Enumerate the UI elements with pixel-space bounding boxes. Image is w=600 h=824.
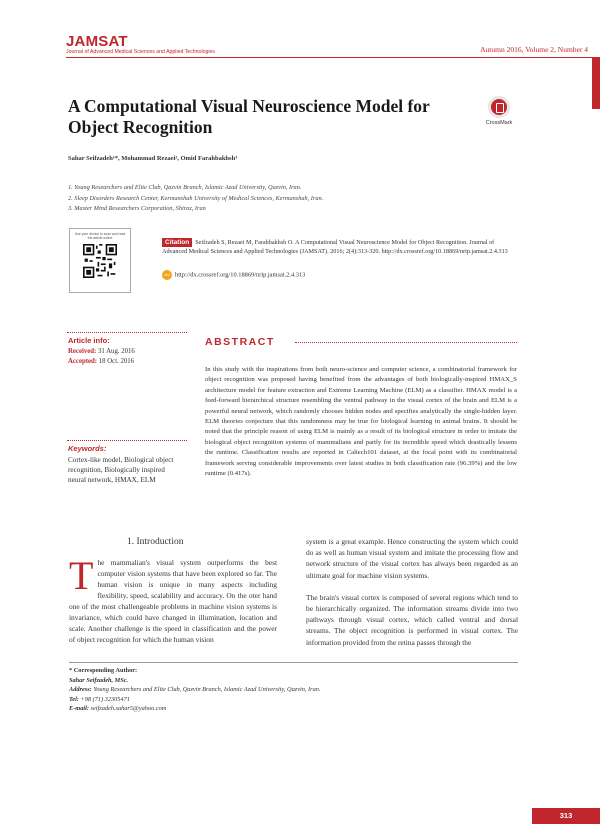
intro-right-paragraph-2: The brain's visual cortex is composed of several regions which tend to be hierarchically organized. The information streams divide into two pathways through visual cortex, which called ventral and dorsal streams. The object recognition is performed in visual cortex. The information provided from the retina passes through the xyxy=(306,592,518,647)
affiliations xyxy=(68,183,323,215)
intro-left-text: he mammalian's visual system outperforms the best computer vision systems that have been explored so far. The human vision is unique in many aspects including flexibility, speed, scalability and accuracy. On the oter hand one of the most challengeable problems in machine vision systems is invariance, which could have changed in illumination, location and scale. Another challenge is the speed in classification and the power of object recognition for which the human vision xyxy=(69,558,277,644)
doi-line xyxy=(162,270,305,280)
issue-label: Autumn 2016, Volume 2, Number 4 xyxy=(480,45,588,54)
issue-tab xyxy=(428,44,600,57)
footnote-email-label: E-mail: xyxy=(69,705,89,713)
article-info xyxy=(68,336,178,367)
accepted-date: 18 Oct. 2016 xyxy=(98,358,135,365)
footnote-heading: * Corresponding Author: xyxy=(69,667,138,674)
footnote-rule xyxy=(69,662,518,663)
qr-box xyxy=(69,228,131,293)
footnote-name: Sahar Seifzadeh, MSc. xyxy=(69,676,129,684)
footnote-address-label: Address: xyxy=(69,686,92,694)
doi-link[interactable]: http://dx.crossref.org/10.18869/nrip.jamsat.2.4.313 xyxy=(175,271,306,279)
article-info-divider xyxy=(67,332,187,333)
page-number: 313 xyxy=(532,808,600,824)
section-heading-introduction: 1. Introduction xyxy=(127,537,184,547)
accepted-row xyxy=(68,357,178,367)
intro-right-paragraph-1: system is a great example. Hence constructing the system which could do as well as human visual system and imitate the processing flow and network structure of the visual cortex has always been regarded as an ultimate goal for machine vision systems. xyxy=(306,537,518,580)
qr-caption: Use your device to scan and read the article online xyxy=(74,232,126,241)
received-date: 31 Aug. 2016 xyxy=(98,348,135,355)
received-row xyxy=(68,347,178,357)
footnote-tel-label: Tel: xyxy=(69,695,79,703)
citation-block xyxy=(162,238,517,256)
footnote-name-row xyxy=(69,676,320,686)
affiliation-2: 2. Sleep Disorders Research Center, Kermanshah University of Medical Sciences, Kermanshah, Iran. xyxy=(68,194,324,202)
footnote-address: Young Researchers and Elite Club, Qazvin Branch, Islamic Azad University, Qazvin, Iran. xyxy=(93,686,321,694)
crossmark-icon xyxy=(488,96,510,118)
article-info-label: Article info: xyxy=(68,336,110,345)
affiliation-1: 1. Young Researchers and Elite Club, Qazvin Branch, Islamic Azad University, Qazvin, Iran. xyxy=(68,184,302,191)
author-list: Sahar Seifzadeh¹*, Mohammad Rezaei², Omid Farahbakhsh³ xyxy=(68,155,238,162)
journal-full-name: Journal of Advanced Medical Sciences and Applied Technologies xyxy=(66,49,215,55)
journal-name: JAMSAT xyxy=(66,33,128,50)
crossmark-badge[interactable] xyxy=(481,96,517,126)
abstract-text: In this study with the inspirations from both neuro-science and computer science, a combinatorial framework for object recognition was proposed having benefited from the advantages of both biologically-inspired HMAX_S architecture model for feature extraction and Extreme Learning Machine (ELM) as a classifier. HMAX model is a feed-forward hierarchical structure resembling the ventral pathway in the visual cortex of the brain and ELM is a powerful neural network, which randomly chooses hidden nodes and specifies analytically the single-hidden layer. ELM theories conjecture that this randomness may be true for biological learning in animal brains. It should be noted that the principle reason of using ELM is mainly as a result of its biological structure in order to imitate the biological object recognition systems of mammalians and partly for its incredible speed which drastically lessens the runtime. Classification results are reported in Caltech101 dataset, at the focal point with its combinatorial framework serving considerable improvements over latest studies in both classification rate (96.39%) and the low runtime (0.417s). xyxy=(205,366,517,478)
abstract-rule xyxy=(295,342,517,343)
keywords xyxy=(68,444,180,485)
journal-logo xyxy=(66,34,215,56)
citation-text: Seifzadeh S, Rezaei M, Farahbakhsh O. A Computational Visual Neuroscience Model for Object Recognition. Journal of Advanced Medical Sciences and Applied Technologies (JAMSAT). 2016; 2(4):313-320. http://dx.crossref.org/10.18869/nrip.jamsat.2.4.313 xyxy=(162,239,508,255)
keywords-label: Keywords: xyxy=(68,444,107,453)
corresponding-author-footnote xyxy=(69,666,320,714)
affiliation-3: 3. Master Mind Researchers Corporation, Shiraz, Iran xyxy=(68,205,206,212)
accepted-label: Accepted: xyxy=(68,358,98,365)
footnote-email-row xyxy=(69,704,320,714)
footnote-tel-row xyxy=(69,695,320,705)
received-label: Received: xyxy=(68,348,97,355)
footnote-email[interactable]: seifzadeh.sahar5@yahoo.com xyxy=(90,705,167,713)
article-title: A Computational Visual Neuroscience Model for Object Recognition xyxy=(68,96,430,137)
qr-code-icon[interactable] xyxy=(83,244,117,278)
keywords-text: Cortex-like model, Biological object recognition, Biologically inspired neural network, HMAX, ELM xyxy=(68,456,174,484)
intro-column-left xyxy=(69,553,277,645)
dropcap: T xyxy=(69,553,94,598)
keywords-divider xyxy=(67,440,187,441)
footnote-address-row xyxy=(69,685,320,695)
doi-icon: doi xyxy=(162,270,172,280)
citation-label: Citation xyxy=(162,238,192,247)
intro-column-right xyxy=(306,536,518,648)
footnote-tel: +98 (71) 32305471 xyxy=(80,695,130,703)
header-rule xyxy=(66,57,600,58)
abstract-heading: ABSTRACT xyxy=(205,336,275,348)
crossmark-label: CrossMark xyxy=(485,120,513,126)
issue-corner-bar xyxy=(592,57,600,109)
